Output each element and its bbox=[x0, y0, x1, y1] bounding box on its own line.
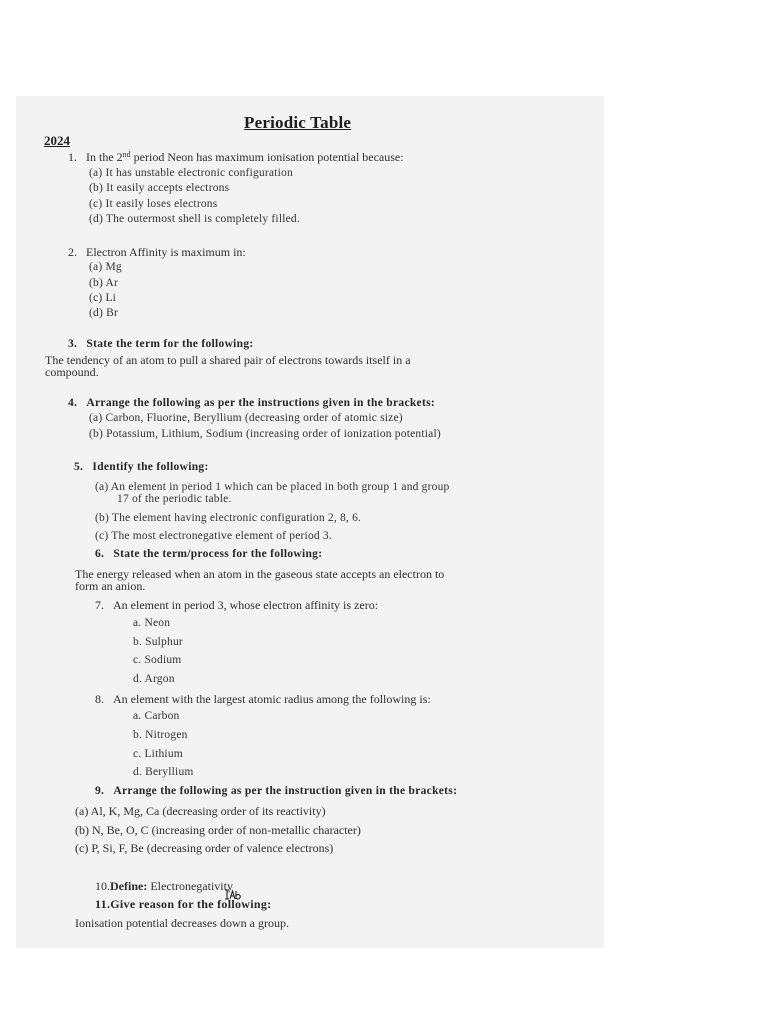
option: (a) Mg bbox=[89, 261, 122, 273]
question-1 bbox=[68, 150, 404, 165]
option: c. Sodium bbox=[133, 654, 182, 666]
question-text: Arrange the following as per the instruction given in the brackets: bbox=[113, 785, 458, 797]
question-number: 1. bbox=[68, 150, 77, 164]
question-number: 7. bbox=[95, 598, 104, 612]
option: (a) Carbon, Fluorine, Beryllium (decreasing order of atomic size) bbox=[89, 412, 403, 424]
option: (c) Li bbox=[89, 292, 117, 304]
option: a. Neon bbox=[133, 617, 171, 629]
question-text: State the term for the following: bbox=[86, 338, 254, 350]
question-text: An element in period 3, whose electron affinity is zero: bbox=[113, 598, 379, 612]
question-8 bbox=[95, 692, 431, 707]
question-number: 10. bbox=[95, 879, 110, 893]
option: (a) An element in period 1 which can be placed in both group 1 and group bbox=[95, 481, 450, 493]
question-body: The tendency of an atom to pull a shared pair of electrons towards itself in a bbox=[45, 353, 411, 367]
question-number: 4. bbox=[68, 397, 78, 409]
page-title: Periodic Table bbox=[244, 113, 352, 132]
question-number: 6. bbox=[95, 548, 105, 560]
question-9 bbox=[95, 785, 457, 797]
question-6 bbox=[95, 548, 322, 560]
option: (c) It easily loses electrons bbox=[89, 198, 218, 210]
option: (d) The outermost shell is completely filled. bbox=[89, 213, 300, 225]
question-text: Electronegativity bbox=[147, 879, 233, 893]
option: c. Lithium bbox=[133, 748, 183, 760]
question-text: Identify the following: bbox=[92, 461, 209, 473]
option: (a) Al, K, Mg, Ca (decreasing order of its reactivity) bbox=[75, 804, 326, 818]
text-cursor-icon bbox=[224, 889, 242, 901]
option-cont: 17 of the periodic table. bbox=[117, 493, 232, 505]
option: (b) N, Be, O, C (increasing order of non-metallic character) bbox=[75, 823, 361, 837]
question-text: Give reason for the following: bbox=[110, 897, 272, 911]
year-heading: 2024 bbox=[44, 133, 70, 148]
question-number: 11. bbox=[95, 897, 111, 911]
question-text: Electron Affinity is maximum in: bbox=[86, 245, 246, 259]
question-5 bbox=[74, 461, 209, 473]
question-body: compound. bbox=[45, 365, 99, 379]
option: (b) It easily accepts electrons bbox=[89, 182, 230, 194]
question-number: 2. bbox=[68, 245, 77, 259]
option: d. Argon bbox=[133, 673, 175, 685]
question-4 bbox=[68, 397, 435, 409]
question-label: Define: bbox=[110, 879, 148, 893]
option: b. Sulphur bbox=[133, 636, 183, 648]
question-11 bbox=[95, 897, 271, 912]
option: a. Carbon bbox=[133, 710, 180, 722]
question-body: The energy released when an atom in the gaseous state accepts an electron to bbox=[75, 567, 445, 581]
option: (c) P, Si, F, Be (decreasing order of valence electrons) bbox=[75, 841, 334, 855]
option: (b) Ar bbox=[89, 277, 118, 289]
superscript: nd bbox=[122, 150, 131, 159]
option: d. Beryllium bbox=[133, 766, 194, 778]
question-number: 9. bbox=[95, 785, 105, 797]
question-3 bbox=[68, 338, 254, 350]
question-text: Arrange the following as per the instructions given in the brackets: bbox=[86, 397, 435, 409]
option: (b) Potassium, Lithium, Sodium (increasing order of ionization potential) bbox=[89, 428, 441, 440]
question-10 bbox=[95, 879, 233, 894]
question-number: 5. bbox=[74, 461, 84, 473]
option: (b) The element having electronic configuration 2, 8, 6. bbox=[95, 512, 362, 524]
question-body: form an anion. bbox=[75, 579, 146, 593]
question-number: 8. bbox=[95, 692, 104, 706]
question-7 bbox=[95, 598, 378, 613]
option: b. Nitrogen bbox=[133, 729, 188, 741]
question-number: 3. bbox=[68, 338, 78, 350]
question-body: Ionisation potential decreases down a group. bbox=[75, 916, 289, 930]
option: (a) It has unstable electronic configuration bbox=[89, 167, 293, 179]
option: (d) Br bbox=[89, 307, 118, 319]
question-text: In the 2 bbox=[86, 150, 123, 164]
question-text-cont: period Neon has maximum ionisation potential because: bbox=[130, 150, 404, 164]
option: (c) The most electronegative element of period 3. bbox=[95, 530, 332, 542]
question-text: State the term/process for the following: bbox=[113, 548, 323, 560]
question-2 bbox=[68, 245, 246, 260]
question-text: An element with the largest atomic radius among the following is: bbox=[113, 692, 431, 706]
